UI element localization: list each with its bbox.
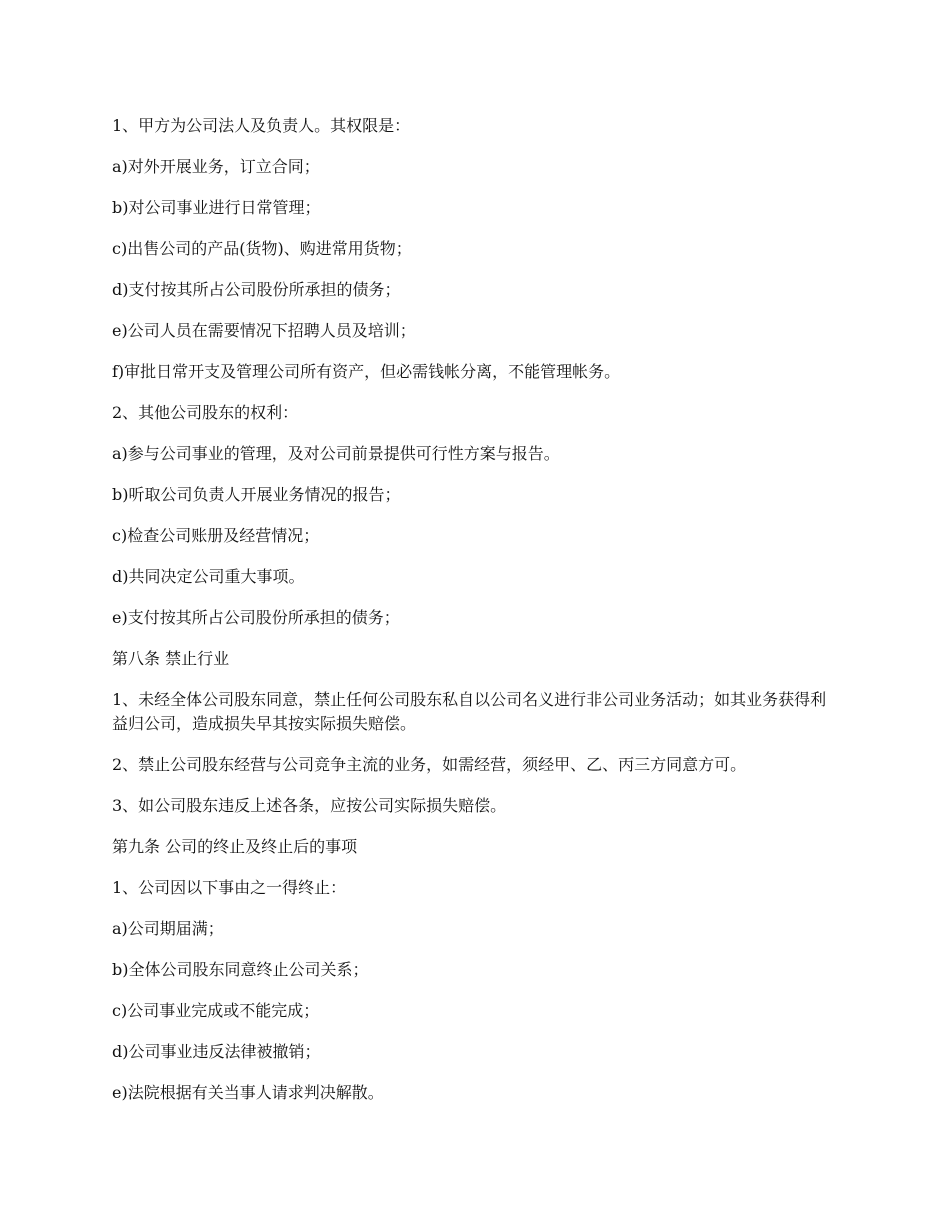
paragraph-item: c)检查公司账册及经营情况；: [112, 526, 320, 545]
paragraph-item: e)法院根据有关当事人请求判决解散。: [112, 1083, 384, 1102]
document-body: [112, 114, 842, 1122]
paragraph-item: c)出售公司的产品(货物)、购进常用货物；: [112, 239, 412, 258]
paragraph-item: b)全体公司股东同意终止公司关系；: [112, 960, 369, 979]
paragraph-item: 1、未经全体公司股东同意，禁止任何公司股东私自以公司名义进行非公司业务活动；如其业务获得利益归公司，造成损失早其按实际损失赔偿。: [112, 690, 827, 733]
paragraph-item: a)参与公司事业的管理，及对公司前景提供可行性方案与报告。: [112, 444, 560, 463]
section-heading-article-8: 第八条 禁止行业: [112, 649, 230, 668]
paragraph-partner-a-authority: 1、甲方为公司法人及负责人。其权限是：: [112, 116, 411, 135]
paragraph-item: d)支付按其所占公司股份所承担的债务；: [112, 280, 401, 299]
paragraph-item: f)审批日常开支及管理公司所有资产，但必需钱帐分离，不能管理帐务。: [112, 362, 621, 381]
paragraph-item: a)公司期届满；: [112, 919, 224, 938]
paragraph-item: c)公司事业完成或不能完成；: [112, 1001, 320, 1020]
paragraph-item: a)对外开展业务，订立合同；: [112, 157, 320, 176]
paragraph-other-shareholders-rights: 2、其他公司股东的权利：: [112, 403, 299, 422]
paragraph-item: b)听取公司负责人开展业务情况的报告；: [112, 485, 401, 504]
paragraph-item: 2、禁止公司股东经营与公司竞争主流的业务，如需经营，须经甲、乙、丙三方同意方可。: [112, 755, 747, 774]
paragraph-item: 3、如公司股东违反上述各条，应按公司实际损失赔偿。: [112, 796, 507, 815]
paragraph-item: e)公司人员在需要情况下招聘人员及培训；: [112, 321, 416, 340]
paragraph-item: d)共同决定公司重大事项。: [112, 567, 305, 586]
paragraph-item: b)对公司事业进行日常管理；: [112, 198, 321, 217]
paragraph-item: 1、公司因以下事由之一得终止：: [112, 878, 347, 897]
section-heading-article-9: 第九条 公司的终止及终止后的事项: [112, 837, 358, 856]
paragraph-item: d)公司事业违反法律被撤销；: [112, 1042, 321, 1061]
paragraph-item: e)支付按其所占公司股份所承担的债务；: [112, 608, 400, 627]
